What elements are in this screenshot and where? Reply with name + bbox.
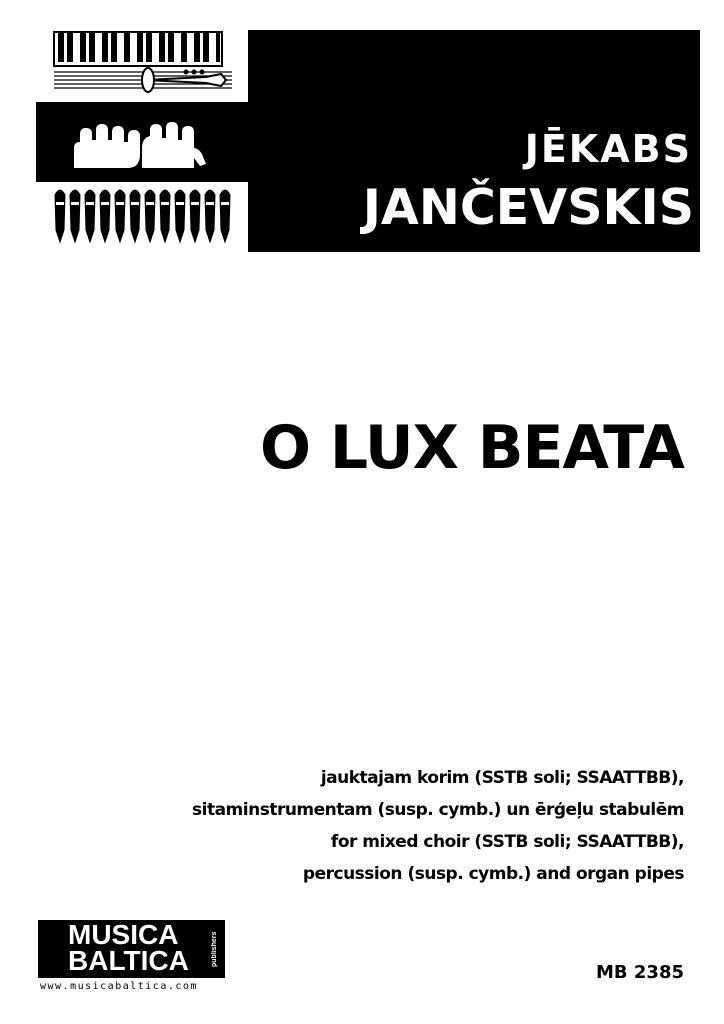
trumpet-icon — [54, 68, 232, 92]
publisher-logo-text — [68, 919, 189, 976]
publisher-logo-line: MUSICA — [68, 919, 179, 950]
publisher-logo — [38, 920, 225, 978]
publisher-logo-line: BALTICA — [68, 945, 189, 976]
header-illustration — [36, 30, 248, 255]
instrumentation-line: for mixed choir (SSTB soli; SSAATTBB), — [330, 832, 684, 852]
instrumentation-line: percussion (susp. cymb.) and organ pipes — [302, 864, 684, 884]
piano-keys-icon — [54, 32, 222, 66]
instrumentation-line: jauktajam korim (SSTB soli; SSAATTBB), — [320, 768, 684, 788]
composer-first-name: JĒKABS — [524, 127, 692, 171]
composer-name-band — [248, 30, 700, 252]
publisher-url[interactable]: www.musicabaltica.com — [40, 981, 198, 992]
organ-pipes-icon — [55, 190, 230, 242]
instrumentation-line: sitaminstrumentam (susp. cymb.) un ērģeļu stabulēm — [192, 800, 684, 820]
composer-last-name: JANČEVSKIS — [362, 179, 694, 236]
publisher-logo-side-label: publishers — [211, 931, 218, 967]
work-title: O LUX BEATA — [259, 413, 684, 483]
catalog-number: MB 2385 — [596, 962, 684, 983]
instrumentation-block — [192, 762, 684, 890]
